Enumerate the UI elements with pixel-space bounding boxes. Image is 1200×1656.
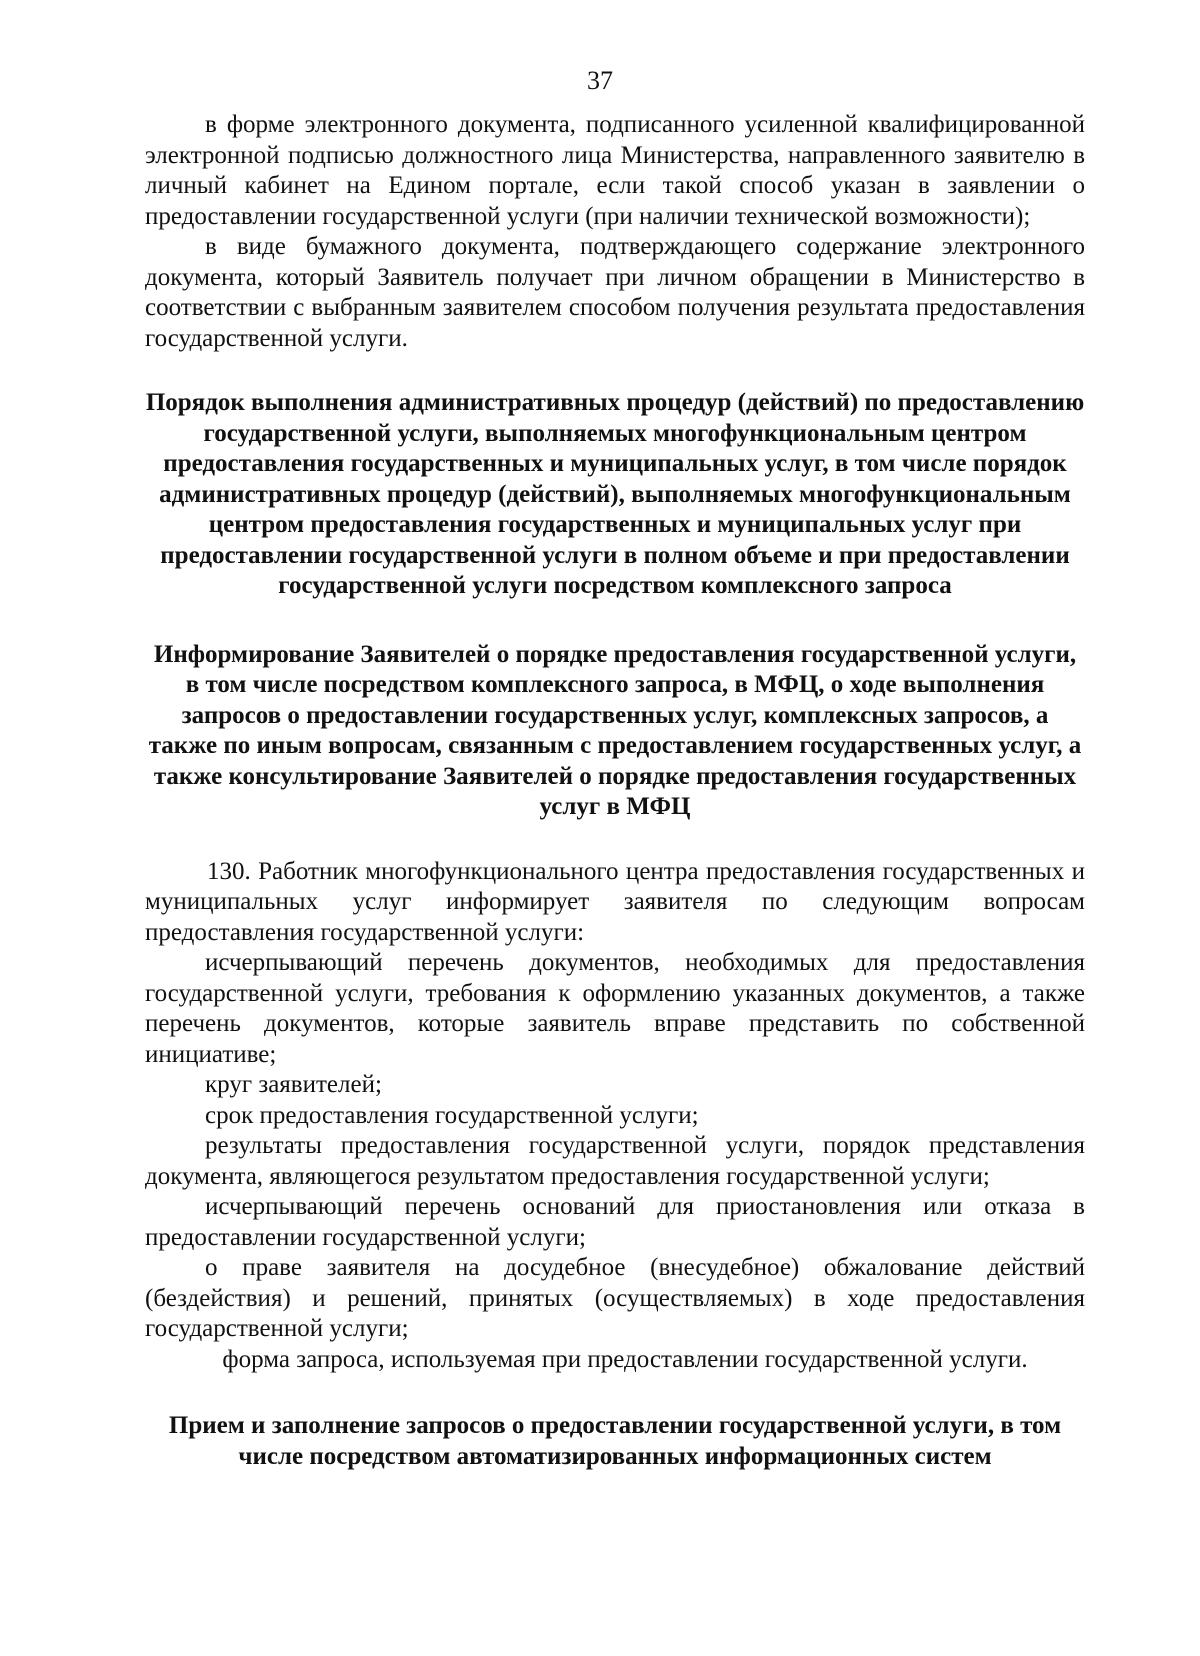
paragraph-paper-result: в виде бумажного документа, подтверждающего содержание электронного документа, который Заявитель получает при личном обращении в Министерство в соответствии с выбранным заявителем способом получения результата предоставления государственной услуги. [145, 233, 1085, 352]
list-item: о праве заявителя на досудебное (внесудебное) обжалование действий (бездействия) и решений, принятых (осуществляемых) в ходе предоставления государственной услуги; [145, 1254, 1085, 1342]
paragraph-electronic-result: в форме электронного документа, подписанного усиленной квалифицированной электронной подписью должностного лица Министерства, направленного заявителю в личный кабинет на Едином портале, если такой способ указан в заявлении о предоставлении государственной услуги (при наличии технической возможности); [145, 111, 1085, 230]
page-number: 37 [587, 66, 613, 95]
paragraph-130: 130. Работник многофункционального центра предоставления государственных и муниципальных услуг информирует заявителя по следующим вопросам предоставления государственной услуги: [145, 857, 1085, 946]
document-body [145, 110, 1085, 1472]
list-item: срок предоставления государственной услуги; [205, 1101, 699, 1129]
list-item: исчерпывающий перечень документов, необходимых для предоставления государственной услуги, требования к оформлению указанных документов, а также перечень документов, которые заявитель вправе представить по собственной инициативе; [145, 949, 1085, 1068]
section-heading-informing-applicants: Информирование Заявителей о порядке предоставления государственной услуги, в том числе посредством комплексного запроса, в МФЦ, о ходе выполнения запросов о предоставлении государственных услуг, комплексных запросов, а также по иным вопросам, связанным с предоставлением государственных услуг, а также консультирование Заявителей о порядке предоставления государственных услуг в МФЦ [148, 640, 1082, 820]
section-heading-admin-procedures: Порядок выполнения административных процедур (действий) по предоставлению государственной услуги, выполняемых многофункциональным центром предоставления государственных и муниципальных услуг, в том числе порядок административных процедур (действий), выполняемых многофункциональным центром предоставления государственных и муниципальных услуг при предоставлении государственной услуги в полном объеме и при предоставлении государственной услуги посредством комплексного запроса [145, 389, 1085, 599]
list-item: круг заявителей; [205, 1071, 382, 1098]
section-heading-request-intake: Прием и заполнение запросов о предоставлении государственной услуги, в том числе посредством автоматизированных информационных систем [168, 1412, 1062, 1470]
list-item: результаты предоставления государственной услуги, порядок представления документа, являющегося результатом предоставления государственной услуги; [145, 1132, 1085, 1190]
list-item: форма запроса, используемая при предоставлении государственной услуги. [222, 1345, 1028, 1373]
list-item: исчерпывающий перечень оснований для приостановления или отказа в предоставлении государственной услуги; [145, 1193, 1085, 1251]
